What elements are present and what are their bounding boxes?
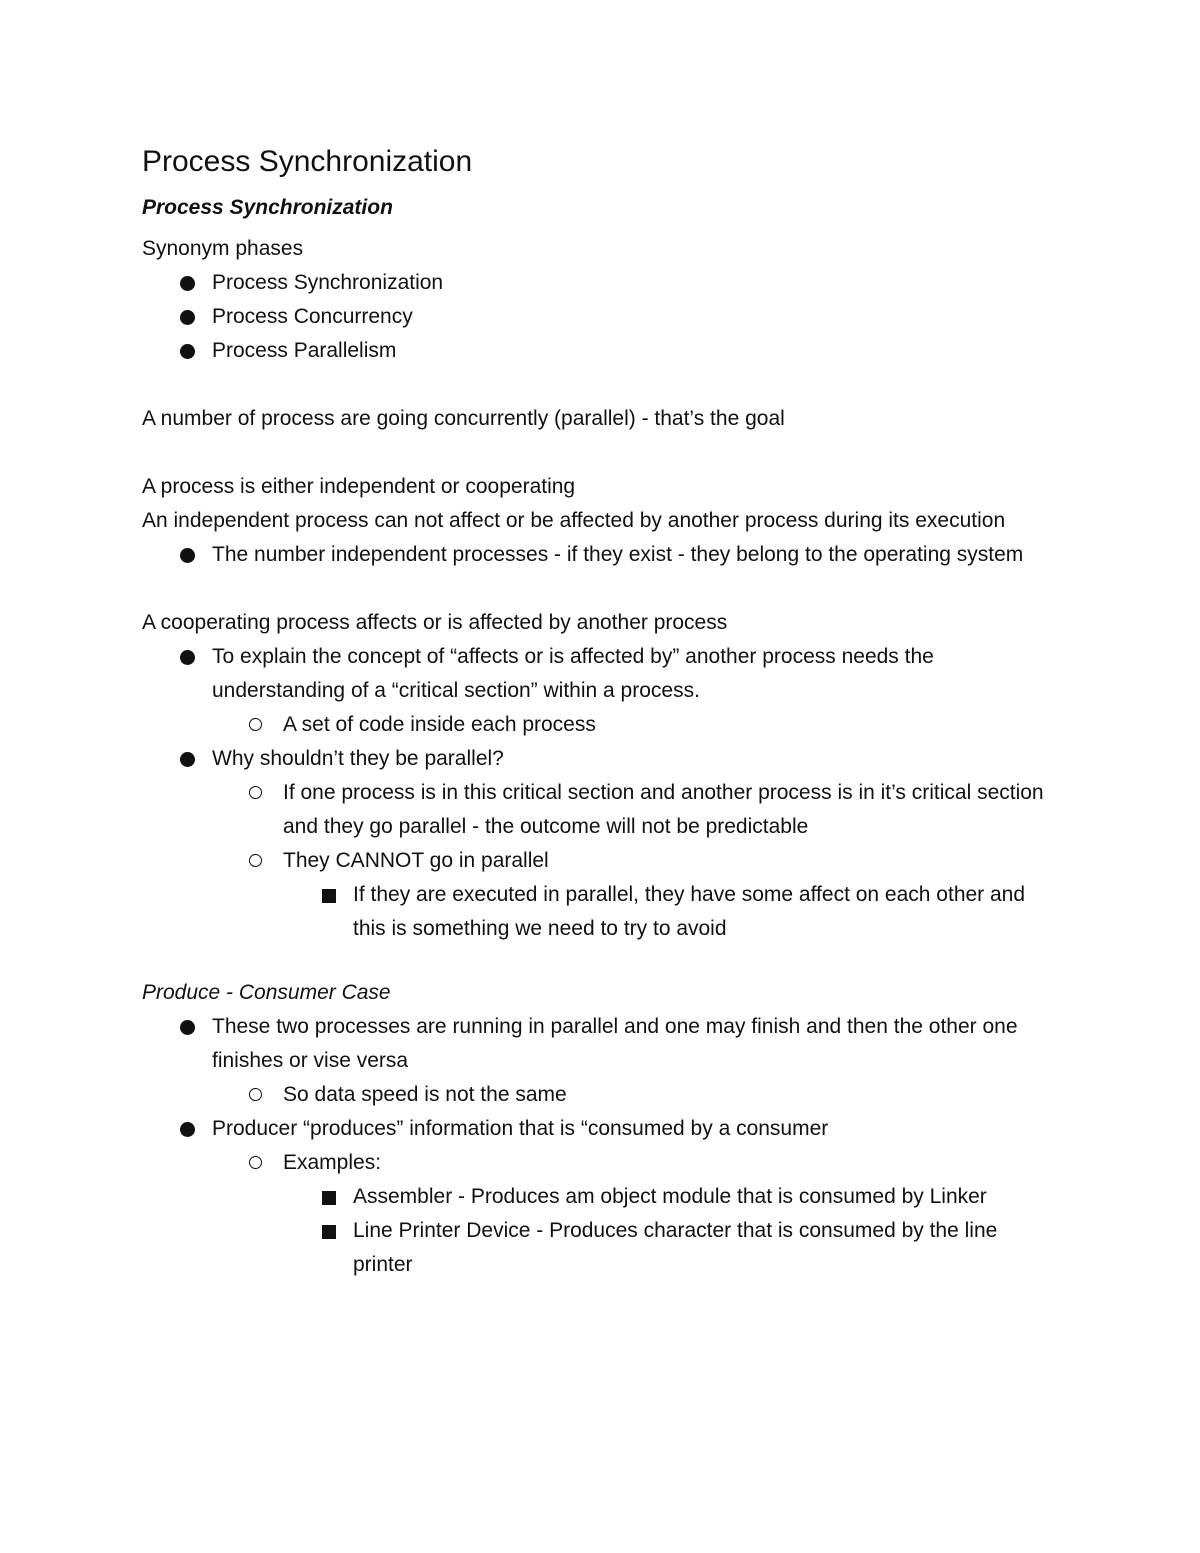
list-item-text: Why shouldn’t they be parallel? bbox=[212, 747, 504, 770]
list-item bbox=[142, 1214, 1062, 1282]
list-item bbox=[142, 878, 1062, 946]
filled-circle-bullet-icon bbox=[180, 1122, 195, 1137]
list-item-text: Producer “produces” information that is “consumed by a consumer bbox=[212, 1117, 829, 1140]
hollow-circle-bullet-icon bbox=[249, 1088, 262, 1101]
filled-circle-bullet-icon bbox=[180, 548, 195, 563]
list-item-text: Line Printer Device - Produces character that is consumed by the line printer bbox=[353, 1219, 998, 1276]
spacer bbox=[142, 436, 1062, 470]
filled-circle-bullet-icon bbox=[180, 650, 195, 665]
page-title: Process Synchronization bbox=[142, 145, 473, 178]
list-item bbox=[142, 1112, 1062, 1146]
section-subtitle: Process Synchronization bbox=[142, 196, 393, 219]
goal-paragraph: A number of process are going concurrently (parallel) - that’s the goal bbox=[142, 407, 785, 430]
list-item-text: To explain the concept of “affects or is affected by” another process needs the understanding of a “critical section” within a process. bbox=[212, 645, 934, 702]
cooperating-definition-paragraph: A cooperating process affects or is affected by another process bbox=[142, 611, 728, 634]
synonym-item bbox=[142, 334, 1062, 368]
hollow-circle-bullet-icon bbox=[249, 854, 262, 867]
synonym-text: Process Concurrency bbox=[212, 305, 413, 328]
list-item-text: Examples: bbox=[283, 1151, 382, 1174]
list-item-text: So data speed is not the same bbox=[283, 1083, 567, 1106]
synonyms-label: Synonym phases bbox=[142, 237, 304, 260]
list-item-text: They CANNOT go in parallel bbox=[283, 849, 549, 872]
list-item-text: If they are executed in parallel, they have some affect on each other and this is something we need to try to avoid bbox=[353, 883, 1026, 940]
synonym-text: Process Synchronization bbox=[212, 271, 444, 294]
spacer bbox=[142, 572, 1062, 606]
synonym-text: Process Parallelism bbox=[212, 339, 397, 362]
filled-circle-bullet-icon bbox=[180, 276, 195, 291]
filled-circle-bullet-icon bbox=[180, 752, 195, 767]
filled-square-bullet-icon bbox=[322, 889, 336, 903]
list-item-text: Assembler - Produces am object module that is consumed by Linker bbox=[353, 1185, 987, 1208]
filled-circle-bullet-icon bbox=[180, 344, 195, 359]
hollow-circle-bullet-icon bbox=[249, 718, 262, 731]
producer-consumer-heading: Produce - Consumer Case bbox=[142, 981, 391, 1004]
list-item bbox=[142, 1078, 1062, 1112]
list-item bbox=[142, 1010, 1062, 1078]
independent-or-cooperating-paragraph: A process is either independent or cooperating bbox=[142, 475, 576, 498]
hollow-circle-bullet-icon bbox=[249, 1156, 262, 1169]
list-item bbox=[142, 1180, 1062, 1214]
synonym-item bbox=[142, 300, 1062, 334]
list-item-text: A set of code inside each process bbox=[283, 713, 596, 736]
hollow-circle-bullet-icon bbox=[249, 786, 262, 799]
filled-square-bullet-icon bbox=[322, 1191, 336, 1205]
list-item bbox=[142, 538, 1062, 572]
list-item bbox=[142, 640, 1062, 708]
list-item-text: The number independent processes - if they exist - they belong to the operating system bbox=[212, 543, 1024, 566]
list-item bbox=[142, 708, 1062, 742]
list-item-text: These two processes are running in parallel and one may finish and then the other one finishes or vise versa bbox=[212, 1015, 1018, 1072]
list-item bbox=[142, 742, 1062, 776]
filled-square-bullet-icon bbox=[322, 1225, 336, 1239]
synonym-item bbox=[142, 266, 1062, 300]
list-item bbox=[142, 1146, 1062, 1180]
independent-definition-paragraph: An independent process can not affect or be affected by another process during its execution bbox=[142, 509, 1006, 532]
filled-circle-bullet-icon bbox=[180, 1020, 195, 1035]
list-item-text: If one process is in this critical section and another process is in it’s critical section and they go parallel - the outcome will not be predictable bbox=[283, 781, 1044, 838]
document-body bbox=[142, 232, 1062, 1282]
spacer bbox=[142, 368, 1062, 402]
filled-circle-bullet-icon bbox=[180, 310, 195, 325]
list-item bbox=[142, 776, 1062, 844]
list-item bbox=[142, 844, 1062, 878]
